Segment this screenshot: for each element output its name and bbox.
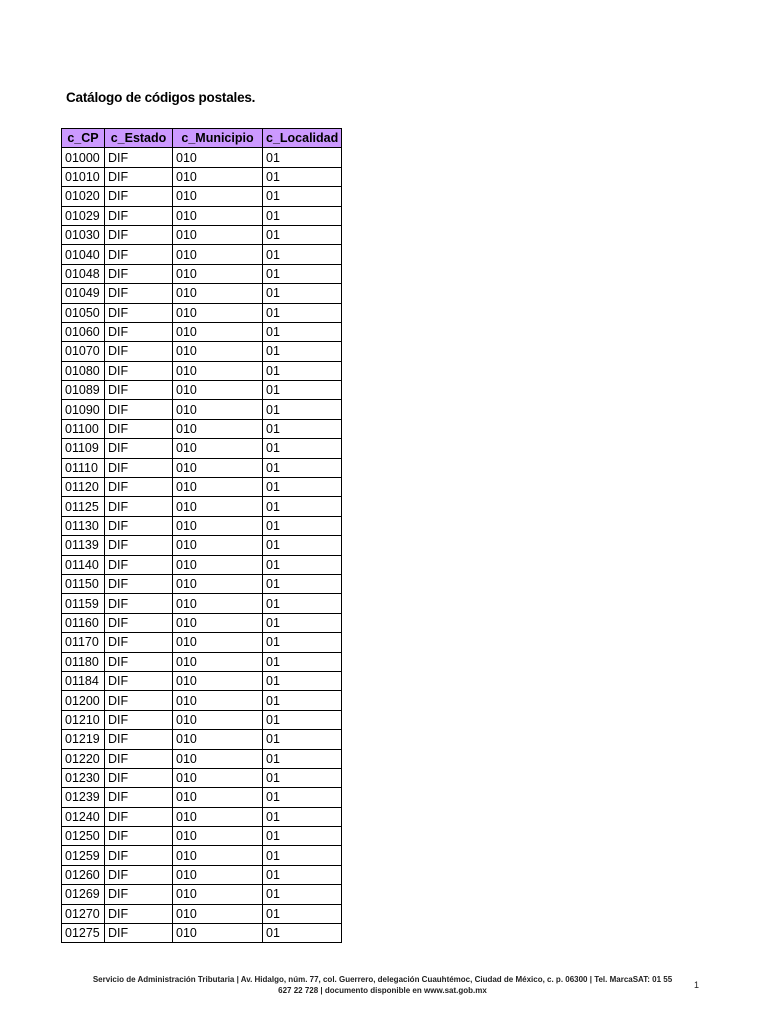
cell-c-cp: 01259 — [62, 846, 105, 865]
cell-c-estado: DIF — [105, 536, 173, 555]
cell-c-localidad: 01 — [263, 652, 342, 671]
page-number: 1 — [694, 980, 700, 990]
cell-c-estado: DIF — [105, 865, 173, 884]
table-row — [62, 846, 342, 865]
cell-c-cp: 01220 — [62, 749, 105, 768]
table-row — [62, 788, 342, 807]
table-row — [62, 652, 342, 671]
cell-c-cp: 01120 — [62, 478, 105, 497]
cell-c-estado: DIF — [105, 633, 173, 652]
cell-c-cp: 01060 — [62, 322, 105, 341]
cell-c-estado: DIF — [105, 245, 173, 264]
cell-c-municipio: 010 — [173, 574, 263, 593]
cell-c-estado: DIF — [105, 555, 173, 574]
cell-c-municipio: 010 — [173, 342, 263, 361]
cell-c-cp: 01250 — [62, 827, 105, 846]
table-row — [62, 924, 342, 943]
cell-c-estado: DIF — [105, 206, 173, 225]
cell-c-localidad: 01 — [263, 419, 342, 438]
cell-c-localidad: 01 — [263, 225, 342, 244]
cell-c-cp: 01000 — [62, 148, 105, 167]
cell-c-estado: DIF — [105, 671, 173, 690]
cell-c-municipio: 010 — [173, 671, 263, 690]
table-row — [62, 827, 342, 846]
cell-c-municipio: 010 — [173, 284, 263, 303]
cell-c-localidad: 01 — [263, 322, 342, 341]
cell-c-estado: DIF — [105, 478, 173, 497]
cell-c-cp: 01270 — [62, 904, 105, 923]
cell-c-municipio: 010 — [173, 167, 263, 186]
table-row — [62, 148, 342, 167]
cell-c-municipio: 010 — [173, 458, 263, 477]
cell-c-municipio: 010 — [173, 652, 263, 671]
cell-c-municipio: 010 — [173, 749, 263, 768]
cell-c-localidad: 01 — [263, 710, 342, 729]
header-c-estado: c_Estado — [105, 129, 173, 148]
cell-c-cp: 01049 — [62, 284, 105, 303]
cell-c-municipio: 010 — [173, 865, 263, 884]
cell-c-municipio: 010 — [173, 225, 263, 244]
cell-c-localidad: 01 — [263, 458, 342, 477]
table-row — [62, 885, 342, 904]
cell-c-estado: DIF — [105, 458, 173, 477]
cell-c-localidad: 01 — [263, 439, 342, 458]
cell-c-localidad: 01 — [263, 516, 342, 535]
table-row — [62, 400, 342, 419]
cell-c-cp: 01240 — [62, 807, 105, 826]
cell-c-localidad: 01 — [263, 885, 342, 904]
cell-c-municipio: 010 — [173, 768, 263, 787]
cell-c-localidad: 01 — [263, 846, 342, 865]
table-row — [62, 284, 342, 303]
table-row — [62, 206, 342, 225]
cell-c-municipio: 010 — [173, 633, 263, 652]
table-row — [62, 381, 342, 400]
cell-c-cp: 01200 — [62, 691, 105, 710]
table-row — [62, 633, 342, 652]
cell-c-localidad: 01 — [263, 206, 342, 225]
table-row — [62, 497, 342, 516]
cell-c-municipio: 010 — [173, 478, 263, 497]
cell-c-cp: 01269 — [62, 885, 105, 904]
cell-c-municipio: 010 — [173, 264, 263, 283]
cell-c-estado: DIF — [105, 342, 173, 361]
cell-c-estado: DIF — [105, 225, 173, 244]
table-row — [62, 303, 342, 322]
cell-c-localidad: 01 — [263, 574, 342, 593]
cell-c-cp: 01184 — [62, 671, 105, 690]
cell-c-localidad: 01 — [263, 730, 342, 749]
cell-c-estado: DIF — [105, 749, 173, 768]
cell-c-cp: 01020 — [62, 187, 105, 206]
cell-c-estado: DIF — [105, 691, 173, 710]
table-header — [62, 129, 342, 148]
header-row — [62, 129, 342, 148]
cell-c-localidad: 01 — [263, 768, 342, 787]
cell-c-estado: DIF — [105, 361, 173, 380]
cell-c-municipio: 010 — [173, 497, 263, 516]
cell-c-cp: 01048 — [62, 264, 105, 283]
cell-c-estado: DIF — [105, 807, 173, 826]
cell-c-estado: DIF — [105, 613, 173, 632]
header-c-localidad: c_Localidad — [263, 129, 342, 148]
table-row — [62, 807, 342, 826]
table-row — [62, 710, 342, 729]
cell-c-cp: 01080 — [62, 361, 105, 380]
table-row — [62, 245, 342, 264]
cell-c-cp: 01150 — [62, 574, 105, 593]
cell-c-estado: DIF — [105, 788, 173, 807]
footer-line-2: 627 22 728 | documento disponible en www.sat.gob.mx — [278, 986, 487, 995]
table-row — [62, 613, 342, 632]
cell-c-localidad: 01 — [263, 400, 342, 419]
cell-c-cp: 01275 — [62, 924, 105, 943]
cell-c-municipio: 010 — [173, 594, 263, 613]
table-row — [62, 768, 342, 787]
cell-c-estado: DIF — [105, 652, 173, 671]
cell-c-estado: DIF — [105, 284, 173, 303]
cell-c-localidad: 01 — [263, 536, 342, 555]
cell-c-localidad: 01 — [263, 691, 342, 710]
cell-c-municipio: 010 — [173, 536, 263, 555]
cell-c-municipio: 010 — [173, 846, 263, 865]
cell-c-localidad: 01 — [263, 381, 342, 400]
cell-c-municipio: 010 — [173, 361, 263, 380]
table-body — [62, 148, 342, 943]
cell-c-localidad: 01 — [263, 924, 342, 943]
cell-c-cp: 01160 — [62, 613, 105, 632]
cell-c-cp: 01260 — [62, 865, 105, 884]
header-c-municipio: c_Municipio — [173, 129, 263, 148]
cell-c-estado: DIF — [105, 322, 173, 341]
cell-c-cp: 01210 — [62, 710, 105, 729]
cell-c-municipio: 010 — [173, 419, 263, 438]
table-row — [62, 671, 342, 690]
header-c-cp: c_CP — [62, 129, 105, 148]
table-row — [62, 904, 342, 923]
cell-c-localidad: 01 — [263, 303, 342, 322]
cell-c-localidad: 01 — [263, 148, 342, 167]
cell-c-municipio: 010 — [173, 788, 263, 807]
cell-c-municipio: 010 — [173, 710, 263, 729]
cell-c-cp: 01170 — [62, 633, 105, 652]
cell-c-estado: DIF — [105, 827, 173, 846]
cell-c-estado: DIF — [105, 768, 173, 787]
cell-c-municipio: 010 — [173, 187, 263, 206]
cell-c-estado: DIF — [105, 574, 173, 593]
postal-code-table — [61, 128, 342, 943]
table-row — [62, 225, 342, 244]
cell-c-localidad: 01 — [263, 904, 342, 923]
cell-c-cp: 01050 — [62, 303, 105, 322]
cell-c-municipio: 010 — [173, 322, 263, 341]
cell-c-estado: DIF — [105, 148, 173, 167]
cell-c-localidad: 01 — [263, 187, 342, 206]
table-row — [62, 342, 342, 361]
cell-c-localidad: 01 — [263, 633, 342, 652]
cell-c-localidad: 01 — [263, 671, 342, 690]
cell-c-cp: 01100 — [62, 419, 105, 438]
table-row — [62, 730, 342, 749]
table-row — [62, 536, 342, 555]
cell-c-municipio: 010 — [173, 245, 263, 264]
cell-c-cp: 01239 — [62, 788, 105, 807]
table-row — [62, 361, 342, 380]
cell-c-cp: 01109 — [62, 439, 105, 458]
cell-c-municipio: 010 — [173, 827, 263, 846]
cell-c-localidad: 01 — [263, 613, 342, 632]
table-row — [62, 167, 342, 186]
cell-c-cp: 01139 — [62, 536, 105, 555]
cell-c-localidad: 01 — [263, 264, 342, 283]
cell-c-estado: DIF — [105, 730, 173, 749]
cell-c-localidad: 01 — [263, 827, 342, 846]
cell-c-cp: 01090 — [62, 400, 105, 419]
cell-c-estado: DIF — [105, 400, 173, 419]
cell-c-localidad: 01 — [263, 807, 342, 826]
table-row — [62, 187, 342, 206]
cell-c-estado: DIF — [105, 303, 173, 322]
table-row — [62, 516, 342, 535]
cell-c-cp: 01140 — [62, 555, 105, 574]
cell-c-municipio: 010 — [173, 885, 263, 904]
table-row — [62, 865, 342, 884]
cell-c-localidad: 01 — [263, 167, 342, 186]
table-row — [62, 458, 342, 477]
cell-c-municipio: 010 — [173, 439, 263, 458]
cell-c-municipio: 010 — [173, 691, 263, 710]
cell-c-localidad: 01 — [263, 361, 342, 380]
cell-c-estado: DIF — [105, 439, 173, 458]
footer-line-1: Servicio de Administración Tributaria | Av. Hidalgo, núm. 77, col. Guerrero, delegación Cuauhtémoc, Ciudad de México, c. p. 06300 | Tel. MarcaSAT: 01 55 — [92, 975, 673, 984]
cell-c-municipio: 010 — [173, 516, 263, 535]
cell-c-localidad: 01 — [263, 788, 342, 807]
cell-c-localidad: 01 — [263, 245, 342, 264]
cell-c-estado: DIF — [105, 187, 173, 206]
cell-c-cp: 01029 — [62, 206, 105, 225]
cell-c-municipio: 010 — [173, 206, 263, 225]
cell-c-localidad: 01 — [263, 865, 342, 884]
cell-c-cp: 01110 — [62, 458, 105, 477]
cell-c-localidad: 01 — [263, 749, 342, 768]
table-row — [62, 555, 342, 574]
cell-c-municipio: 010 — [173, 730, 263, 749]
table-row — [62, 691, 342, 710]
cell-c-estado: DIF — [105, 381, 173, 400]
cell-c-estado: DIF — [105, 904, 173, 923]
cell-c-cp: 01130 — [62, 516, 105, 535]
cell-c-cp: 01040 — [62, 245, 105, 264]
table-row — [62, 478, 342, 497]
cell-c-estado: DIF — [105, 419, 173, 438]
cell-c-municipio: 010 — [173, 400, 263, 419]
cell-c-cp: 01219 — [62, 730, 105, 749]
cell-c-municipio: 010 — [173, 904, 263, 923]
cell-c-estado: DIF — [105, 264, 173, 283]
table-row — [62, 322, 342, 341]
cell-c-cp: 01125 — [62, 497, 105, 516]
cell-c-estado: DIF — [105, 497, 173, 516]
cell-c-cp: 01180 — [62, 652, 105, 671]
cell-c-municipio: 010 — [173, 807, 263, 826]
cell-c-estado: DIF — [105, 885, 173, 904]
page-footer — [60, 974, 705, 996]
table-row — [62, 749, 342, 768]
cell-c-estado: DIF — [105, 846, 173, 865]
table-row — [62, 439, 342, 458]
cell-c-cp: 01070 — [62, 342, 105, 361]
cell-c-municipio: 010 — [173, 303, 263, 322]
cell-c-municipio: 010 — [173, 613, 263, 632]
cell-c-estado: DIF — [105, 167, 173, 186]
cell-c-localidad: 01 — [263, 594, 342, 613]
cell-c-cp: 01089 — [62, 381, 105, 400]
cell-c-estado: DIF — [105, 924, 173, 943]
cell-c-municipio: 010 — [173, 148, 263, 167]
cell-c-localidad: 01 — [263, 478, 342, 497]
cell-c-estado: DIF — [105, 594, 173, 613]
cell-c-localidad: 01 — [263, 497, 342, 516]
cell-c-localidad: 01 — [263, 555, 342, 574]
cell-c-municipio: 010 — [173, 924, 263, 943]
cell-c-estado: DIF — [105, 516, 173, 535]
cell-c-estado: DIF — [105, 710, 173, 729]
cell-c-localidad: 01 — [263, 342, 342, 361]
cell-c-municipio: 010 — [173, 555, 263, 574]
cell-c-localidad: 01 — [263, 284, 342, 303]
cell-c-cp: 01159 — [62, 594, 105, 613]
table-row — [62, 574, 342, 593]
cell-c-cp: 01030 — [62, 225, 105, 244]
page-title: Catálogo de códigos postales. — [66, 90, 256, 105]
table-row — [62, 594, 342, 613]
cell-c-cp: 01230 — [62, 768, 105, 787]
cell-c-cp: 01010 — [62, 167, 105, 186]
table-row — [62, 264, 342, 283]
cell-c-municipio: 010 — [173, 381, 263, 400]
table-row — [62, 419, 342, 438]
